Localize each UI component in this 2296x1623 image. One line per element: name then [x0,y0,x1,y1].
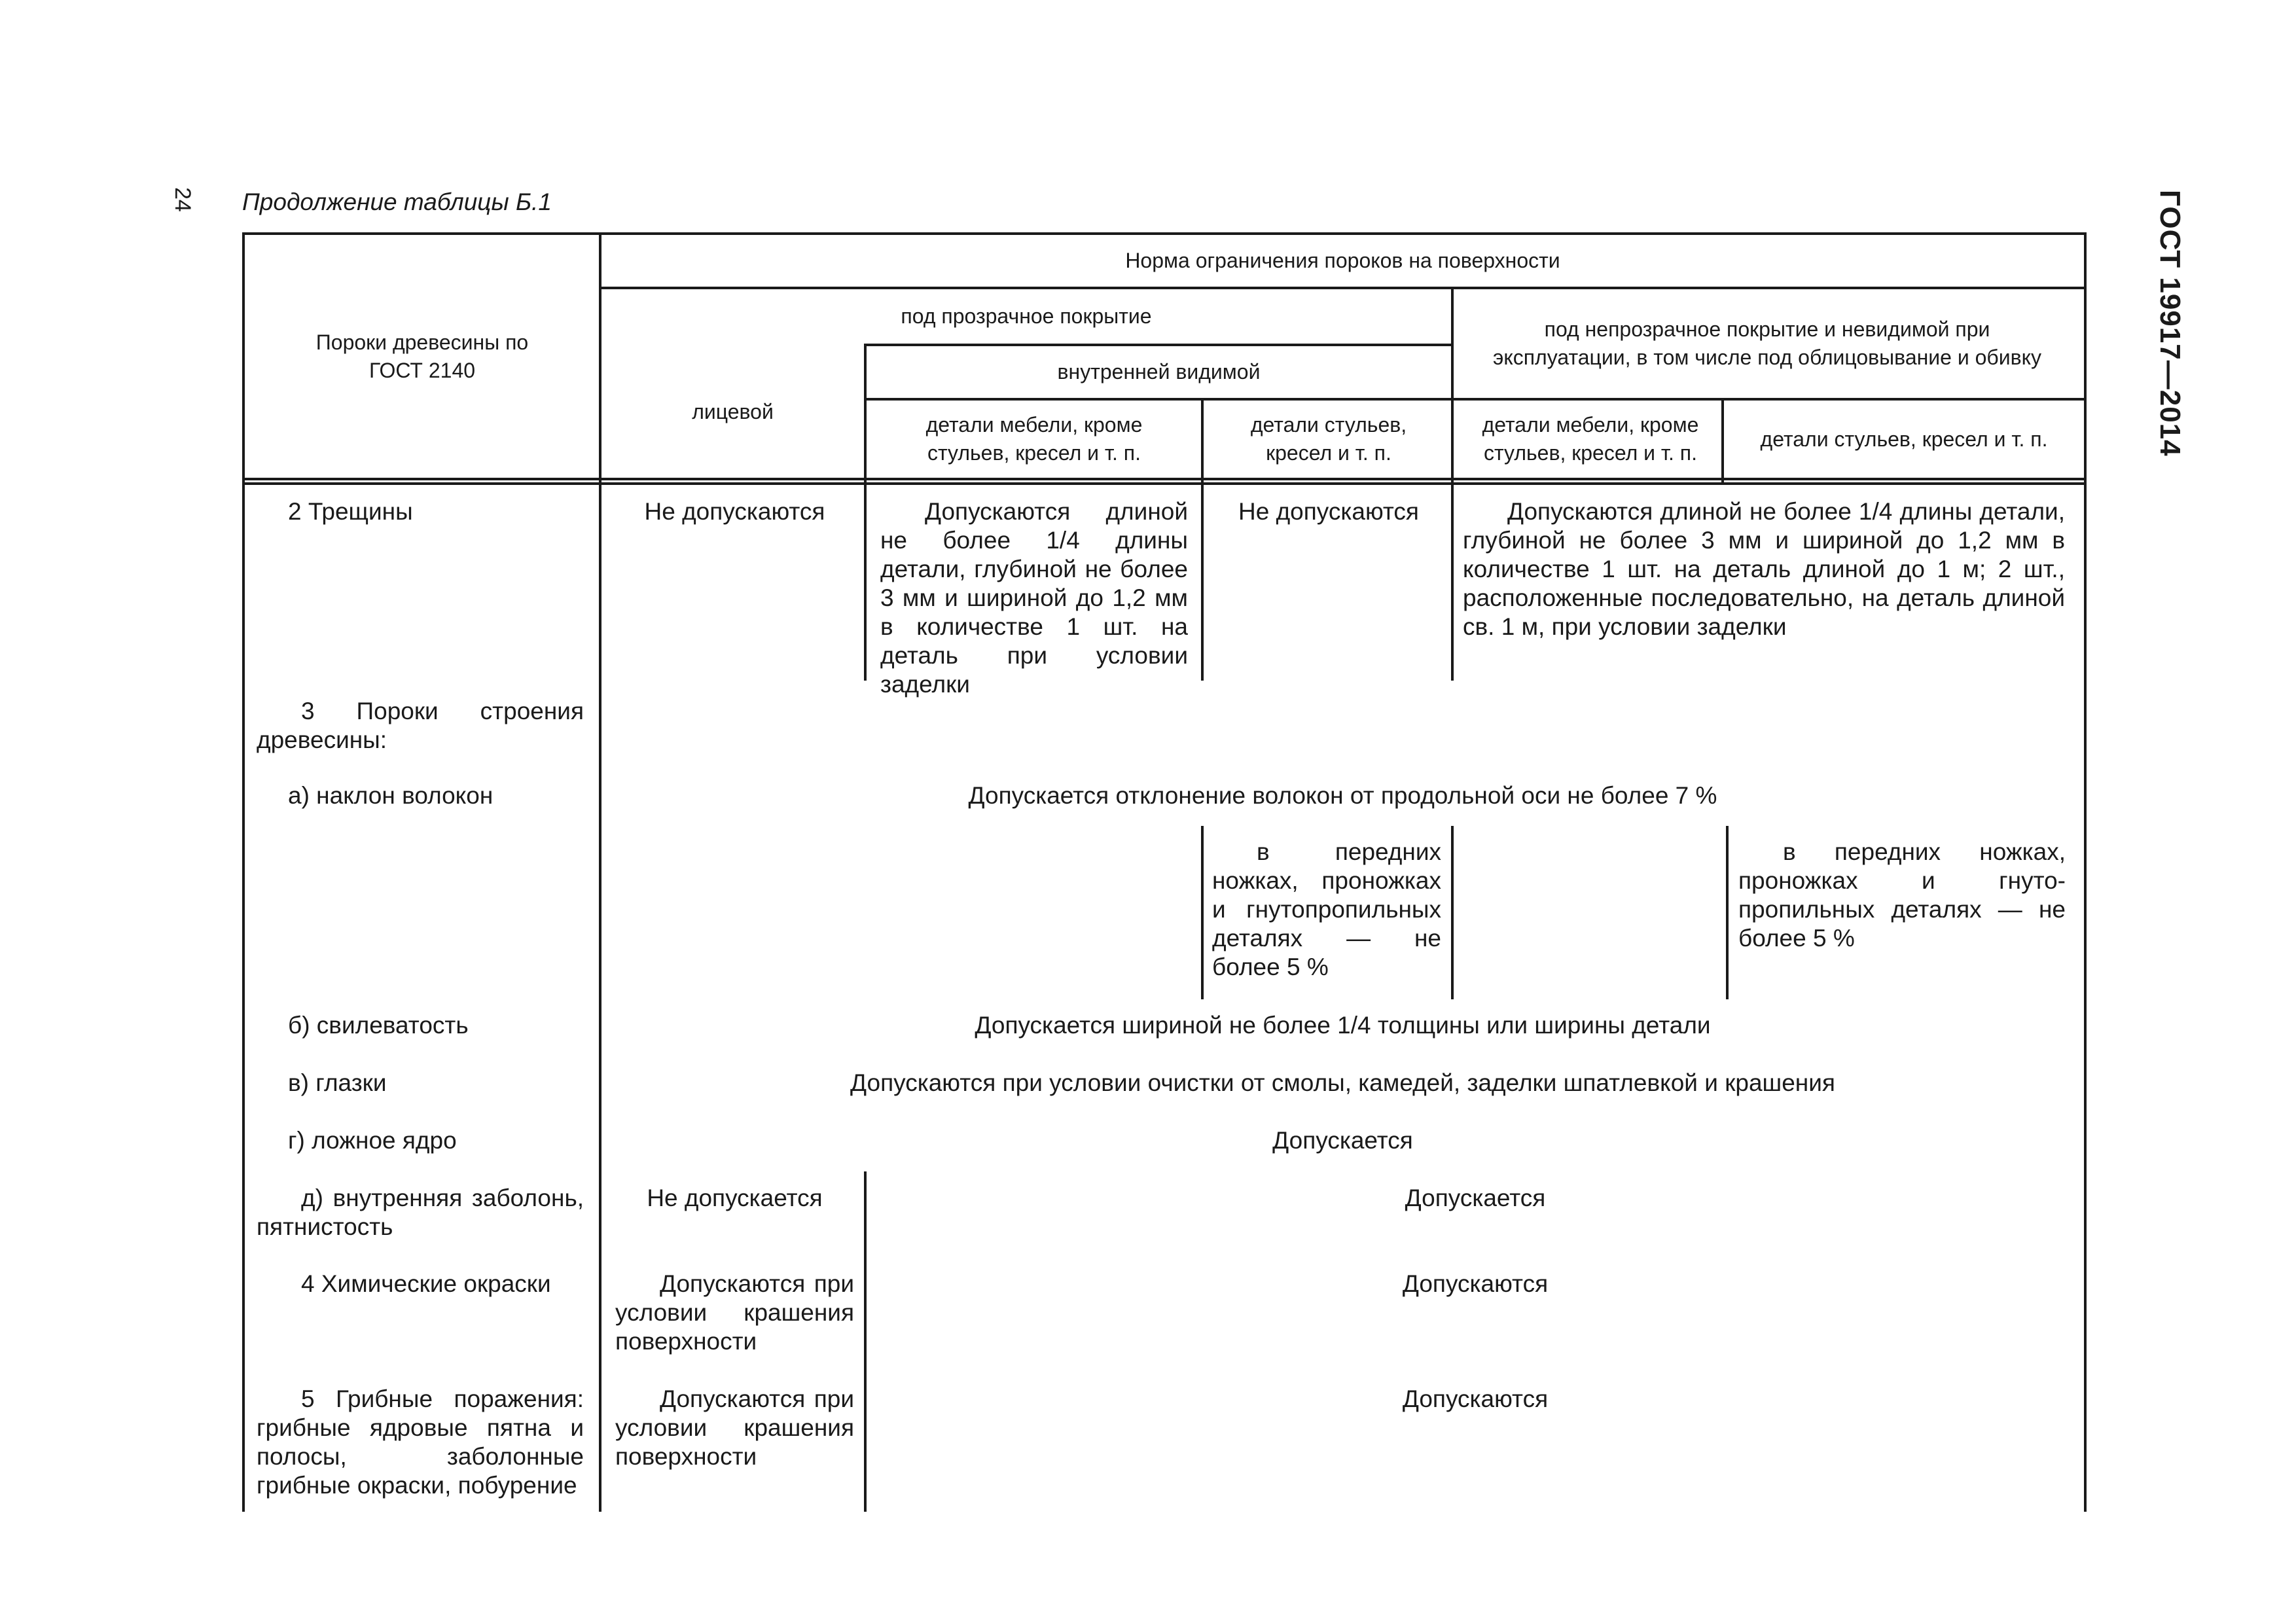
rule-col4-cracks [1451,484,1454,681]
grain-slope-opaque-chairs: в передних ножках, проножках и гнуто-пропильных деталях — не более 5 % [1738,838,2066,952]
inner-sapwood-face: Не допускается [647,1185,823,1211]
fungal-rest: Допускаются [1402,1385,1549,1412]
page-number: 24 [170,187,195,212]
row-label-structure: 3 Пороки строения древесины: [257,698,584,753]
rule-col2-bottom [864,1171,867,1512]
grain-slope-all: Допускается отклонение волокон от продольной оси не более 7 % [968,782,1717,809]
row-label-chemical: 4 Химические окраски [301,1270,551,1297]
rule-col3-cracks [1201,484,1204,681]
chemical-face: Допускаются при условии крашения поверхности [615,1270,854,1355]
cracks-inner-furniture: Допускаются длиной не более 1/4 длины детали, глубиной не более 3 мм и шириной до 1,2 мм в количестве 1 шт. на деталь при условии заделки [880,498,1188,698]
header-face: лицевой [692,400,774,423]
false-heart-all: Допускается [1272,1127,1413,1154]
row-label-false-heart: г) ложное ядро [288,1127,457,1154]
eyes-all: Допускаются при условии очистки от смолы, камедей, заделки шпатлевкой и крашения [850,1069,1835,1096]
rule-col5-slope [1726,826,1729,999]
rule-col4-header [1451,287,1454,484]
cracks-inner-chairs: Не допускаются [1238,498,1419,525]
grain-slope-inner-chairs: в передних ножках, проножках и гнутопропильных деталях — не более 5 % [1212,838,1441,980]
table-caption: Продолжение таблицы Б.1 [242,188,552,215]
header-defects: Пороки древесины по ГОСТ 2140 [315,330,529,382]
rule-col3-header [1201,398,1204,484]
rule-left [242,232,245,1512]
fungal-face: Допускаются при условии крашения поверхности [615,1385,854,1470]
standard-code: ГОСТ 19917—2014 [2154,190,2186,457]
row-label-inner-sapwood: д) внутренняя заболонь, пятнистость [257,1185,584,1240]
header-chair-parts-1: детали стульев, кресел и т. п. [1250,413,1407,465]
chemical-rest: Допускаются [1402,1270,1549,1297]
cracks-face: Не допускаются [644,498,825,525]
cracks-opaque: Допускаются длиной не более 1/4 длины детали, глубиной не более 3 мм и шириной до 1,2 мм в количестве 1 шт. на деталь длиной до 1 м; 2 шт., расположенные последовательно, на деталь длиной св. 1 м, при условии заделки [1463,498,2065,640]
row-label-grain-slope: а) наклон волокон [288,782,493,809]
row-label-eyes: в) глазки [288,1069,387,1096]
rule-col2-cracks [864,484,867,681]
inner-sapwood-rest: Допускается [1405,1185,1546,1211]
rule-right [2084,232,2087,1512]
header-transparent: под прозрачное покрытие [901,304,1152,328]
header-norm: Норма ограничения пороков на поверхности [1125,249,1560,272]
row-label-cracks: 2 Трещины [288,498,413,525]
header-inner-visible: внутренней видимой [1057,360,1261,383]
rule-header-bottom-b [242,482,2087,485]
header-opaque: под непрозрачное покрытие и невидимой при эксплуатации, в том числе под облицовывание и обивку [1493,317,2041,369]
header-furniture-parts-1: детали мебели, кроме стульев, кресел и т. п. [925,413,1143,465]
row-label-curly-grain: б) свилеватость [288,1012,469,1039]
rule-col3-slope [1201,826,1204,999]
header-chair-parts-2: детали стульев, кресел и т. п. [1760,427,2048,451]
curly-grain-all: Допускается шириной не более 1/4 толщины или ширины детали [975,1012,1711,1039]
row-label-fungal: 5 Грибные поражения: грибные ядровые пятна и полосы, заболонные грибные окраски, побурение [257,1385,584,1499]
header-furniture-parts-2: детали мебели, кроме стульев, кресел и т. п. [1482,413,1699,465]
rule-col4-slope [1451,826,1454,999]
